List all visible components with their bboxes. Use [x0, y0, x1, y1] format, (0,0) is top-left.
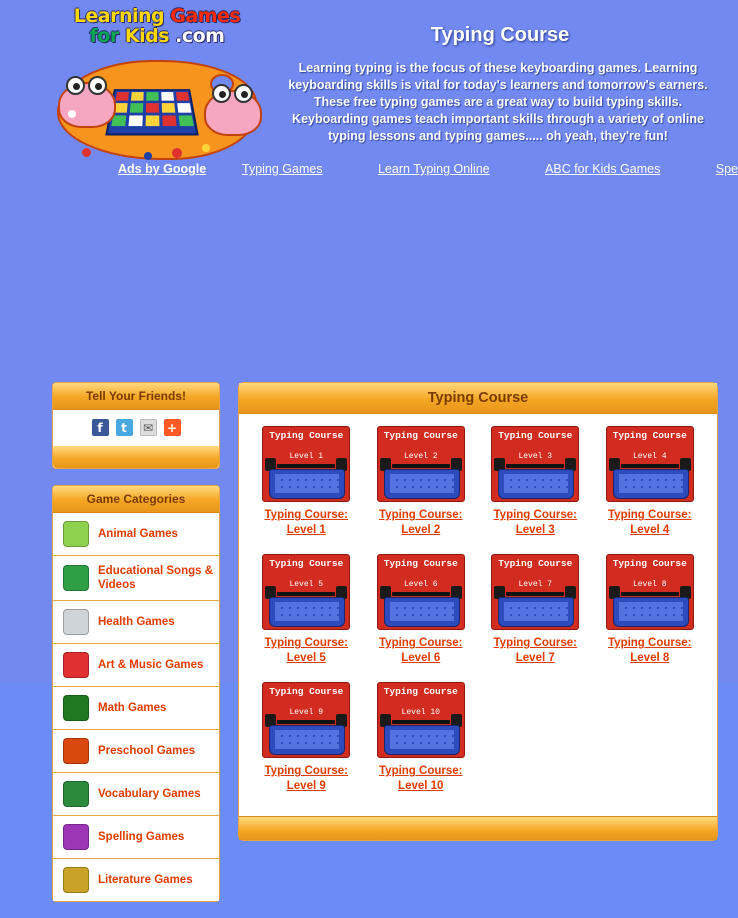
logo-word-dotcom: .com	[175, 25, 225, 47]
frog-left-icon	[58, 82, 116, 128]
tell-your-friends-title: Tell Your Friends!	[53, 383, 219, 410]
sidebar-item-animal-games[interactable]	[53, 513, 219, 556]
keyboard-icon	[613, 597, 689, 627]
logo-text	[42, 6, 272, 46]
logo-word-for: for	[89, 25, 119, 47]
monitor-bar	[621, 592, 679, 596]
thumb-level: Level 4	[632, 452, 667, 461]
keyboard-icon	[384, 469, 460, 499]
game-link-line2: Level 5	[286, 652, 326, 664]
page-title: Typing Course	[430, 24, 570, 46]
game-link[interactable]	[249, 508, 364, 538]
thumb-level: Level 9	[289, 708, 324, 717]
game-link-line2: Level 10	[398, 780, 444, 792]
sidebar-item-label: Art & Music Games	[98, 659, 204, 671]
game-link-line1: Typing Course:	[493, 509, 577, 521]
game-link[interactable]	[249, 764, 364, 794]
email-share-icon[interactable]: ✉	[140, 419, 157, 436]
keyboard-icon	[384, 597, 460, 627]
game-link[interactable]	[364, 508, 479, 538]
sidebar-item-art-music-games[interactable]	[53, 644, 219, 687]
thumb-level: Level 7	[518, 580, 553, 589]
keyboard-icon	[613, 469, 689, 499]
sidebar-item-label: Vocabulary Games	[98, 788, 201, 800]
game-link-line1: Typing Course:	[264, 509, 348, 521]
sidebar	[52, 382, 220, 918]
thumb-title: Typing Course	[383, 558, 458, 569]
game-card[interactable]	[593, 554, 708, 666]
paint-dot-white	[68, 110, 76, 118]
game-link-line1: Typing Course:	[379, 765, 463, 777]
paint-dot-red	[82, 148, 91, 157]
thumb-title: Typing Course	[383, 430, 458, 441]
vocabulary-games-icon	[63, 781, 89, 807]
page-description: Learning typing is the focus of these keyboarding games. Learning keyboarding skills is vital for today's learners and tomorrow's earners. These free typing games are a great way to build typing skills. Keyboarding games teach important skills through a variety of online typing lessons and typing games..... oh yeah, they're fun!	[288, 61, 708, 143]
game-thumbnail[interactable]	[377, 426, 465, 502]
monitor-bar	[621, 464, 679, 468]
game-thumbnail[interactable]	[377, 682, 465, 758]
game-link[interactable]	[593, 636, 708, 666]
thumb-level: Level 3	[518, 452, 553, 461]
game-card-empty	[478, 682, 593, 794]
game-thumbnail[interactable]	[262, 682, 350, 758]
top-nav	[242, 162, 738, 176]
sidebar-item-math-games[interactable]	[53, 687, 219, 730]
game-link-line2: Level 3	[515, 524, 555, 536]
site-logo[interactable]	[42, 6, 272, 156]
main-panel-title: Typing Course	[239, 383, 717, 414]
game-link-line2: Level 7	[515, 652, 555, 664]
game-link-line1: Typing Course:	[379, 509, 463, 521]
game-thumbnail[interactable]	[606, 426, 694, 502]
monitor-bar	[506, 592, 564, 596]
paint-dot-red2	[172, 148, 182, 158]
game-link[interactable]	[249, 636, 364, 666]
game-categories-title: Game Categories	[53, 486, 219, 513]
monitor-bar	[277, 720, 335, 724]
monitor-bar	[392, 464, 450, 468]
logo-word-games: Games	[170, 5, 241, 27]
game-card[interactable]	[364, 682, 479, 794]
sidebar-item-label: Animal Games	[98, 528, 178, 540]
game-link-line1: Typing Course:	[493, 637, 577, 649]
thumb-level: Level 6	[403, 580, 438, 589]
sidebar-item-label: Math Games	[98, 702, 167, 714]
ads-and-nav-row	[0, 160, 738, 186]
sidebar-item-spelling-games[interactable]	[53, 816, 219, 859]
keyboard-icon	[269, 597, 345, 627]
game-thumbnail[interactable]	[491, 554, 579, 630]
monitor-bar	[392, 592, 450, 596]
sidebar-item-label: Literature Games	[98, 874, 193, 886]
health-games-icon	[63, 609, 89, 635]
thumb-title: Typing Course	[498, 430, 573, 441]
thumb-title: Typing Course	[383, 686, 458, 697]
monitor-bar	[277, 464, 335, 468]
keyboard-icon	[498, 597, 574, 627]
monitor-bar	[392, 720, 450, 724]
game-grid	[239, 414, 717, 816]
monitor-bar	[277, 592, 335, 596]
game-card[interactable]	[249, 426, 364, 538]
tell-your-friends-panel	[52, 382, 220, 469]
ads-by-google-label[interactable]: Ads by Google	[118, 162, 207, 176]
thumb-title: Typing Course	[612, 558, 687, 569]
game-link[interactable]	[364, 636, 479, 666]
game-thumbnail[interactable]	[262, 554, 350, 630]
tell-your-friends-footer	[53, 446, 219, 468]
art-music-games-icon	[63, 652, 89, 678]
game-link-line1: Typing Course:	[608, 509, 692, 521]
sidebar-item-educational-songs-videos[interactable]	[53, 556, 219, 601]
game-card[interactable]	[478, 554, 593, 666]
game-link[interactable]	[593, 508, 708, 538]
game-link[interactable]	[478, 636, 593, 666]
facebook-share-icon[interactable]: f	[92, 419, 109, 436]
game-thumbnail[interactable]	[491, 426, 579, 502]
preschool-games-icon	[63, 738, 89, 764]
game-card[interactable]	[364, 426, 479, 538]
game-thumbnail[interactable]	[262, 426, 350, 502]
literature-games-icon	[63, 867, 89, 893]
game-link-line1: Typing Course:	[264, 637, 348, 649]
nav-link-abc-for-kids-games[interactable]: ABC for Kids Games	[545, 162, 661, 176]
game-link-line2: Level 8	[630, 652, 670, 664]
keyboard-icon	[498, 469, 574, 499]
frog-right-icon	[204, 90, 262, 136]
thumb-title: Typing Course	[612, 430, 687, 441]
sidebar-item-vocabulary-games[interactable]	[53, 773, 219, 816]
educational-songs-icon	[63, 565, 89, 591]
nav-link-spelling[interactable]: Spe	[715, 162, 738, 176]
game-card-empty	[593, 682, 708, 794]
main-content	[238, 382, 718, 841]
game-link[interactable]	[364, 764, 479, 794]
game-link-line2: Level 4	[630, 524, 670, 536]
game-board-icon	[105, 89, 199, 135]
game-categories-list	[53, 513, 219, 901]
animal-games-icon	[63, 521, 89, 547]
game-link[interactable]	[478, 508, 593, 538]
game-card[interactable]	[364, 554, 479, 666]
game-thumbnail[interactable]	[606, 554, 694, 630]
page-header	[0, 0, 738, 160]
thumb-title: Typing Course	[269, 686, 344, 697]
logo-word-kids: Kids	[124, 25, 169, 47]
game-link-line2: Level 2	[401, 524, 441, 536]
sidebar-item-health-games[interactable]	[53, 601, 219, 644]
sidebar-item-literature-games[interactable]	[53, 859, 219, 901]
sidebar-item-label: Educational Songs & Videos	[98, 565, 214, 591]
paint-dot-yellow	[202, 144, 210, 152]
game-card[interactable]	[249, 554, 364, 666]
logo-illustration	[52, 52, 262, 162]
logo-word-learning: Learning	[73, 5, 165, 27]
spelling-games-icon	[63, 824, 89, 850]
thumb-level: Level 5	[289, 580, 324, 589]
thumb-title: Typing Course	[269, 430, 344, 441]
sidebar-item-label: Spelling Games	[98, 831, 185, 843]
nav-link-learn-typing-online[interactable]: Learn Typing Online	[377, 162, 490, 176]
monitor-bar	[506, 464, 564, 468]
thumb-level: Level 10	[401, 708, 440, 717]
thumb-title: Typing Course	[498, 558, 573, 569]
game-card[interactable]	[478, 426, 593, 538]
game-link-line2: Level 1	[286, 524, 326, 536]
keyboard-icon	[269, 725, 345, 755]
share-buttons	[53, 410, 219, 446]
sidebar-item-label: Health Games	[98, 616, 175, 628]
game-categories-panel	[52, 485, 220, 902]
nav-link-typing-games[interactable]: Typing Games	[242, 162, 323, 176]
twitter-share-icon[interactable]: t	[116, 419, 133, 436]
thumb-level: Level 1	[289, 452, 324, 461]
main-panel-footer	[239, 816, 717, 840]
keyboard-icon	[384, 725, 460, 755]
sidebar-item-preschool-games[interactable]	[53, 730, 219, 773]
game-link-line2: Level 6	[401, 652, 441, 664]
more-share-icon[interactable]: +	[164, 419, 181, 436]
game-link-line1: Typing Course:	[264, 765, 348, 777]
math-games-icon	[63, 695, 89, 721]
paint-dot-blue	[144, 152, 152, 160]
game-card[interactable]	[249, 682, 364, 794]
sidebar-item-label: Preschool Games	[98, 745, 196, 757]
game-link-line1: Typing Course:	[379, 637, 463, 649]
thumb-level: Level 2	[403, 452, 438, 461]
game-link-line2: Level 9	[286, 780, 326, 792]
game-link-line1: Typing Course:	[608, 637, 692, 649]
keyboard-icon	[269, 469, 345, 499]
thumb-title: Typing Course	[269, 558, 344, 569]
game-card[interactable]	[593, 426, 708, 538]
game-thumbnail[interactable]	[377, 554, 465, 630]
thumb-level: Level 8	[632, 580, 667, 589]
